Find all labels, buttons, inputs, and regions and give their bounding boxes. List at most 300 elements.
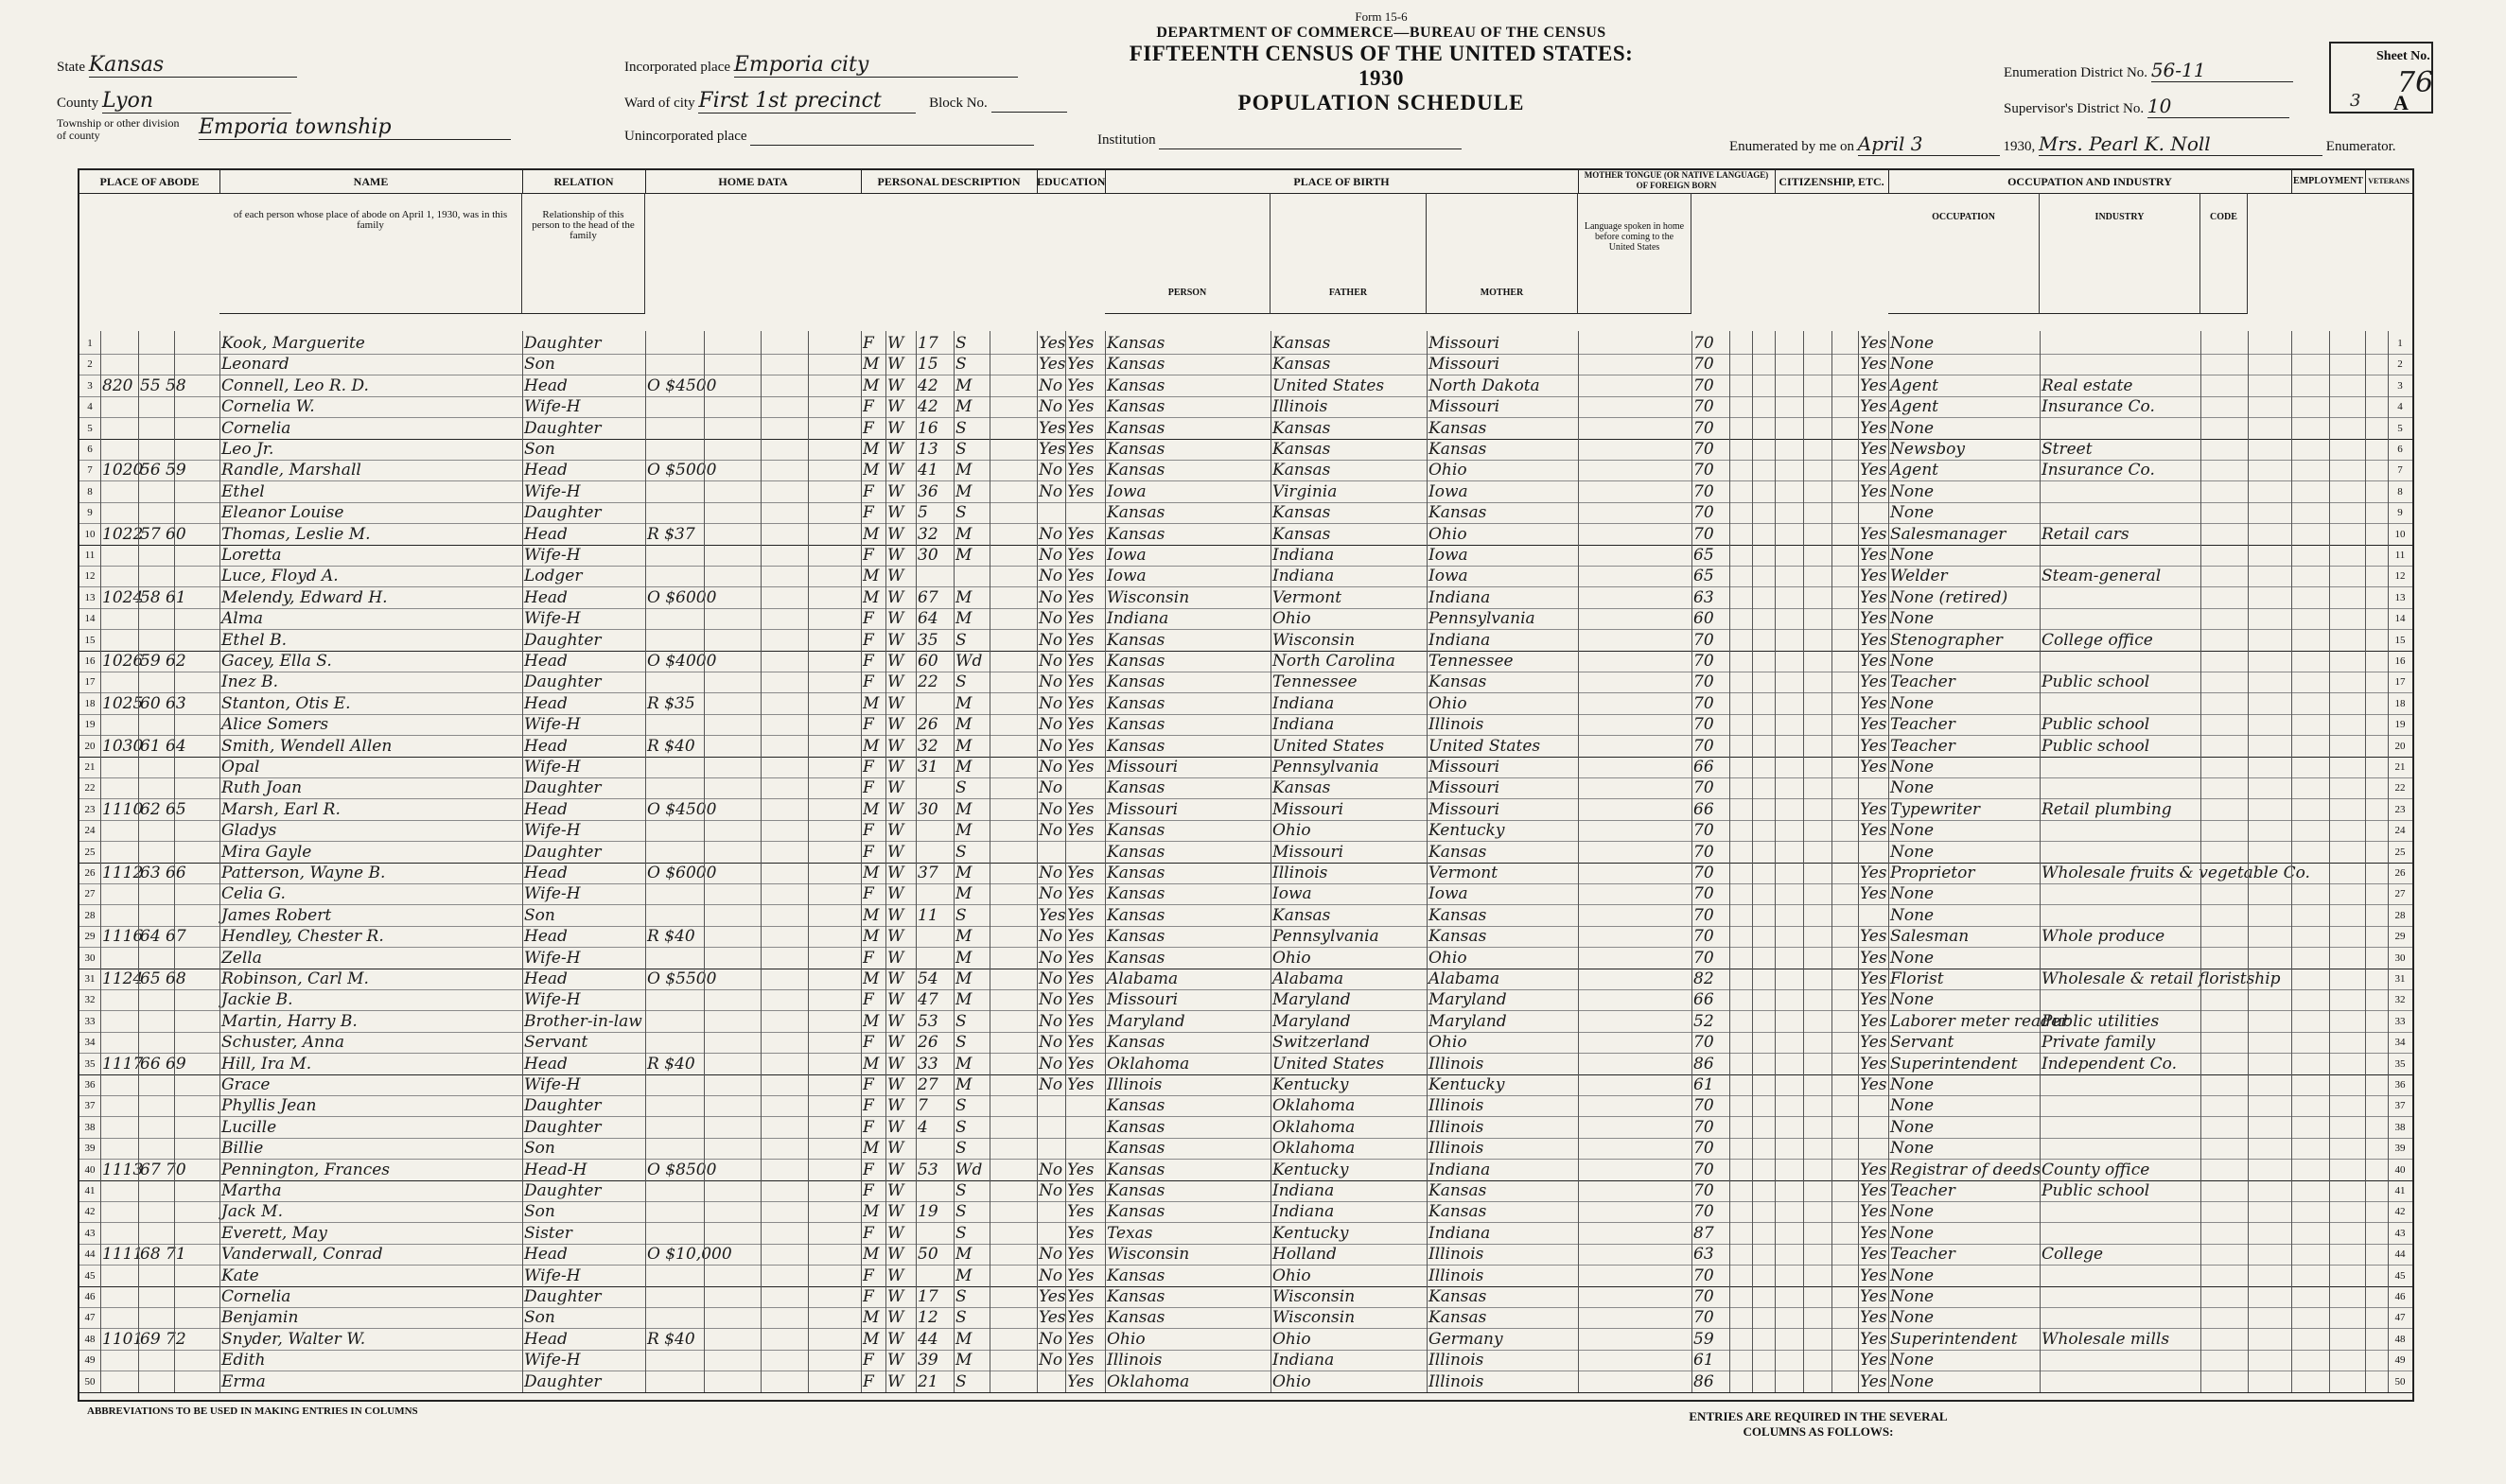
cell-sex: M — [863, 927, 880, 947]
cell-age: 30 — [918, 799, 938, 819]
cell-home — [647, 820, 859, 841]
group-employment: EMPLOYMENT — [2291, 170, 2366, 194]
cell-code: 70 — [1693, 1266, 1714, 1285]
cell-occ: None — [1890, 1287, 1935, 1306]
cell-eng: Yes — [1860, 1245, 1887, 1265]
table-row — [79, 460, 2412, 481]
cell-ind — [2042, 1266, 2199, 1286]
cell-dw — [102, 1201, 136, 1222]
cell-occ: None — [1890, 1202, 1935, 1222]
cell-n: 7 — [87, 464, 93, 477]
cell-sex: F — [863, 1371, 874, 1391]
cell-father: Iowa — [1272, 884, 1312, 904]
cell-rel: Son — [524, 1308, 555, 1328]
cell-home — [647, 1201, 859, 1222]
cell-eng: Yes — [1860, 927, 1887, 947]
cell-sch — [1039, 1201, 1063, 1222]
cell-sex: F — [863, 842, 874, 862]
cell-name: Patterson, Wayne B. — [221, 864, 386, 882]
cell-race: W — [887, 1266, 904, 1285]
cell-dw — [102, 1223, 136, 1244]
cell-occ: None — [1890, 1351, 1935, 1371]
cell-rel: Head — [524, 1054, 568, 1074]
cell-n: 28 — [84, 909, 96, 921]
cell-name: Everett, May — [221, 1223, 327, 1243]
cell-code: 70 — [1693, 842, 1714, 862]
cell-ms: M — [955, 990, 973, 1010]
cell-home — [647, 714, 859, 735]
enumerated-line: Enumerated by me on April 3 1930, Mrs. Pearl K. Noll Enumerator. — [1729, 132, 2396, 155]
cell-fam — [140, 757, 218, 777]
cell-mother: Missouri — [1428, 334, 1500, 353]
group-name: NAME — [219, 170, 523, 194]
cell-ms: S — [955, 842, 967, 862]
cell-n: 5 — [87, 422, 93, 434]
cell-dw — [102, 948, 136, 969]
cell-eng: Yes — [1860, 715, 1887, 735]
cell-lit: Yes — [1067, 1308, 1095, 1328]
cell-name: Mira Gayle — [221, 842, 312, 862]
cell-home — [647, 630, 859, 651]
cell-code: 70 — [1693, 693, 1714, 713]
cell-eng: Yes — [1860, 1351, 1887, 1371]
cell-age: 21 — [918, 1371, 938, 1391]
cell-sch: No — [1039, 884, 1063, 904]
cell-dw — [102, 1074, 136, 1095]
cell-code: 70 — [1693, 418, 1714, 438]
table-row — [79, 1201, 2412, 1223]
cell-dw — [102, 1371, 136, 1392]
cell-ind: Public school — [2042, 672, 2150, 692]
cell-father: Pennsylvania — [1272, 758, 1379, 777]
cell-lit: Yes — [1067, 630, 1095, 650]
cell-dw — [102, 1095, 136, 1116]
cell-lit: Yes — [1067, 440, 1095, 459]
table-row — [79, 948, 2412, 969]
cell-birth: Kansas — [1107, 1160, 1165, 1179]
cell-race: W — [887, 609, 904, 629]
cell-birth: Kansas — [1107, 1266, 1165, 1285]
cell-sex: F — [863, 1096, 874, 1116]
cell-occ: None — [1890, 1117, 1935, 1137]
cell-fam — [140, 820, 218, 841]
cell-dw — [102, 439, 136, 460]
cell-sch: No — [1039, 778, 1063, 798]
mother-col-header: MOTHER — [1427, 193, 1578, 314]
line-number-right: 32 — [2394, 994, 2406, 1006]
cell-eng: Yes — [1860, 461, 1887, 480]
cell-mother: Missouri — [1428, 397, 1500, 417]
cell-age: 42 — [918, 375, 938, 395]
cell-rel: Servant — [524, 1033, 588, 1053]
cell-birth: Kansas — [1107, 630, 1165, 650]
table-row — [79, 1160, 2412, 1181]
cell-occ: None — [1890, 1075, 1935, 1094]
cell-sch: Yes — [1039, 355, 1066, 375]
cell-occ: None — [1890, 355, 1935, 375]
cell-ms: Wd — [955, 1160, 983, 1179]
cell-age: 35 — [918, 630, 938, 650]
cell-age: 16 — [918, 418, 938, 438]
cell-mother: Illinois — [1428, 715, 1484, 735]
cell-ms: M — [955, 481, 973, 501]
cell-ind — [2042, 502, 2199, 523]
cell-occ: Servant — [1890, 1033, 1954, 1053]
cell-occ: Laborer meter reader — [1890, 1011, 2069, 1031]
cell-birth: Kansas — [1107, 905, 1165, 925]
cell-sex: M — [863, 864, 880, 882]
relation-col-header: Relationship of this person to the head of the family — [522, 193, 645, 314]
cell-occ: None — [1890, 758, 1935, 777]
cell-sex: F — [863, 652, 874, 671]
cell-code: 63 — [1693, 1245, 1714, 1265]
cell-home: R $35 — [647, 693, 695, 713]
person-col-header: PERSON — [1105, 193, 1271, 314]
cell-age: 12 — [918, 1308, 938, 1328]
cell-sch: No — [1039, 1266, 1063, 1285]
cell-dw: 1022 — [102, 524, 144, 544]
cell-fam — [140, 439, 218, 460]
cell-dw — [102, 1266, 136, 1286]
cell-name: Opal — [221, 758, 260, 777]
cell-fam — [140, 1223, 218, 1244]
cell-father: United States — [1272, 375, 1385, 395]
cell-ms: S — [955, 905, 967, 925]
cell-n: 32 — [84, 994, 96, 1006]
table-row — [79, 439, 2412, 461]
cell-sch: No — [1039, 693, 1063, 713]
township-label: Township or other division of county — [57, 116, 180, 142]
cell-n: 26 — [84, 867, 96, 879]
cell-home: R $40 — [647, 736, 695, 756]
cell-mother: Ohio — [1428, 948, 1467, 968]
cell-sex: F — [863, 1287, 874, 1306]
cell-sex: F — [863, 1075, 874, 1094]
cell-code: 70 — [1693, 736, 1714, 756]
line-number-right: 10 — [2394, 528, 2406, 540]
cell-sex: F — [863, 546, 874, 565]
cell-sex: F — [863, 1160, 874, 1179]
cell-name: Stanton, Otis E. — [221, 693, 351, 713]
cell-father: Switzerland — [1272, 1033, 1371, 1053]
cell-n: 34 — [84, 1037, 96, 1049]
cell-eng: Yes — [1860, 334, 1887, 353]
cell-father: Kentucky — [1272, 1075, 1349, 1094]
cell-race: W — [887, 652, 904, 671]
cell-mother: Illinois — [1428, 1139, 1484, 1159]
cell-father: Kansas — [1272, 524, 1331, 544]
cell-race: W — [887, 418, 904, 438]
cell-fam — [140, 1350, 218, 1371]
cell-rel: Daughter — [524, 418, 602, 438]
group-place-of-abode: PLACE OF ABODE — [79, 170, 220, 194]
cell-sex: M — [863, 524, 880, 544]
cell-race: W — [887, 758, 904, 777]
cell-dw: 1113 — [102, 1160, 144, 1179]
cell-eng: Yes — [1860, 990, 1887, 1010]
cell-ms: M — [955, 948, 973, 968]
cell-name: Cornelia — [221, 1287, 291, 1306]
cell-ind — [2042, 545, 2199, 566]
unincorporated-label: Unincorporated place — [624, 129, 1034, 146]
cell-birth: Indiana — [1107, 609, 1169, 629]
table-row — [79, 1032, 2412, 1054]
cell-ind: Public school — [2042, 715, 2150, 735]
cell-name: Luce, Floyd A. — [221, 567, 339, 586]
cell-race: W — [887, 440, 904, 459]
cell-n: 39 — [84, 1143, 96, 1155]
cell-n: 3 — [87, 379, 93, 392]
cell-home — [647, 396, 859, 417]
cell-ms: M — [955, 587, 973, 607]
cell-lit: Yes — [1067, 715, 1095, 735]
cell-eng: Yes — [1860, 652, 1887, 671]
cell-fam — [140, 883, 218, 904]
cell-birth: Kansas — [1107, 1139, 1165, 1159]
cell-code: 70 — [1693, 481, 1714, 501]
cell-dw: 1020 — [102, 461, 144, 480]
table-row — [79, 1095, 2412, 1117]
cell-n: 19 — [84, 719, 96, 731]
cell-n: 45 — [84, 1269, 96, 1282]
cell-mother: Kentucky — [1428, 821, 1505, 841]
cell-age: 53 — [918, 1160, 938, 1179]
cell-fam — [140, 1117, 218, 1138]
cell-occ: None — [1890, 905, 1935, 925]
cell-code: 70 — [1693, 884, 1714, 904]
table-row — [79, 566, 2412, 587]
line-number-right: 28 — [2394, 909, 2406, 921]
cell-eng: Yes — [1860, 1075, 1887, 1094]
cell-mother: Kansas — [1428, 503, 1487, 523]
cell-n: 43 — [84, 1227, 96, 1239]
cell-ms: M — [955, 461, 973, 480]
cell-occ: Florist — [1890, 969, 1944, 988]
cell-sch: No — [1039, 990, 1063, 1010]
cell-sch: No — [1039, 397, 1063, 417]
cell-race: W — [887, 334, 904, 353]
cell-race: W — [887, 927, 904, 947]
line-number-right: 47 — [2394, 1312, 2406, 1324]
cell-ind: Insurance Co. — [2042, 397, 2155, 417]
cell-sch: No — [1039, 630, 1063, 650]
cell-ind — [2042, 1371, 2199, 1392]
cell-ind — [2042, 587, 2199, 608]
table-row — [79, 1054, 2412, 1075]
cell-sch: No — [1039, 546, 1063, 565]
cell-lit — [1067, 842, 1103, 863]
cell-occ: None — [1890, 481, 1935, 501]
cell-occ: None — [1890, 334, 1935, 353]
institution-value — [1159, 132, 1462, 149]
column-rule — [1752, 331, 1753, 1392]
cell-sch: No — [1039, 1329, 1063, 1349]
cell-ms: M — [955, 1351, 973, 1371]
column-rule — [2388, 331, 2389, 1392]
cell-fam — [140, 1074, 218, 1095]
line-number-right: 31 — [2394, 973, 2406, 985]
cell-fam — [140, 1011, 218, 1032]
sheet-letter: A — [2393, 91, 2409, 114]
table-row — [79, 863, 2412, 884]
cell-race: W — [887, 905, 904, 925]
cell-sex: M — [863, 1139, 880, 1159]
cell-sex: F — [863, 397, 874, 417]
table-row — [79, 820, 2412, 842]
cell-father: Kentucky — [1272, 1160, 1349, 1179]
cell-mother: Iowa — [1428, 546, 1468, 565]
cell-fam: 64 67 — [140, 927, 186, 947]
cell-name: Melendy, Edward H. — [221, 587, 388, 607]
table-row — [79, 1329, 2412, 1351]
cell-sex: F — [863, 334, 874, 353]
line-number-right: 44 — [2394, 1248, 2406, 1261]
cell-lit: Yes — [1067, 821, 1095, 841]
cell-age: 17 — [918, 1287, 938, 1306]
table-row — [79, 672, 2412, 693]
cell-code: 70 — [1693, 1139, 1714, 1159]
cell-race: W — [887, 1011, 904, 1031]
cell-home: O $4500 — [647, 799, 717, 819]
cell-race: W — [887, 1075, 904, 1094]
cell-birth: Kansas — [1107, 652, 1165, 671]
cell-ind — [2042, 1350, 2199, 1371]
line-number-right: 42 — [2394, 1206, 2406, 1218]
cell-name: Schuster, Anna — [221, 1033, 345, 1053]
form-number: Form 15-6 — [1355, 9, 1408, 24]
table-row — [79, 883, 2412, 905]
cell-n: 42 — [84, 1206, 96, 1218]
cell-fam — [140, 1266, 218, 1286]
cell-mother: Kansas — [1428, 418, 1487, 438]
cell-dw — [102, 989, 136, 1010]
cell-lit: Yes — [1067, 587, 1095, 607]
cell-n: 12 — [84, 570, 96, 583]
cell-code: 66 — [1693, 990, 1714, 1010]
cell-occ: Salesman — [1890, 927, 1970, 947]
cell-name: Edith — [221, 1351, 266, 1371]
cell-occ: Teacher — [1890, 715, 1955, 735]
cell-dw — [102, 1286, 136, 1307]
cell-lit: Yes — [1067, 609, 1095, 629]
cell-lit — [1067, 1117, 1103, 1138]
cell-name: Martha — [221, 1181, 282, 1200]
cell-dw — [102, 608, 136, 629]
cell-lit — [1067, 1138, 1103, 1159]
cell-occ: None — [1890, 609, 1935, 629]
cell-age: 53 — [918, 1011, 938, 1031]
cell-age — [918, 693, 952, 714]
cell-lit: Yes — [1067, 758, 1095, 777]
cell-father: Maryland — [1272, 990, 1351, 1010]
cell-n: 23 — [84, 803, 96, 815]
cell-sex: M — [863, 799, 880, 819]
cell-fam — [140, 566, 218, 586]
cell-ms: S — [955, 1117, 967, 1137]
cell-fam — [140, 608, 218, 629]
cell-father: Indiana — [1272, 546, 1335, 565]
cell-sch: Yes — [1039, 905, 1066, 925]
group-personal: PERSONAL DESCRIPTION — [861, 170, 1038, 194]
table-row — [79, 333, 2412, 355]
column-rule — [1427, 331, 1428, 1392]
cell-name: Jack M. — [221, 1202, 283, 1222]
cell-dw — [102, 777, 136, 798]
cell-name: Hill, Ira M. — [221, 1054, 312, 1074]
cell-home — [647, 1286, 859, 1307]
cell-rel: Daughter — [524, 1287, 602, 1306]
cell-mother: Ohio — [1428, 524, 1467, 544]
cell-sch: Yes — [1039, 418, 1066, 438]
cell-name: Thomas, Leslie M. — [221, 524, 371, 544]
cell-mother: Kansas — [1428, 440, 1487, 459]
column-rule — [1065, 331, 1066, 1392]
cell-rel: Brother-in-law — [524, 1011, 642, 1031]
cell-occ: Superintendent — [1890, 1054, 2018, 1074]
county-value: Lyon — [102, 89, 291, 113]
cell-age: 37 — [918, 864, 938, 882]
cell-race: W — [887, 884, 904, 904]
cell-rel: Head — [524, 587, 568, 607]
cell-age: 11 — [918, 905, 938, 925]
cell-lit: Yes — [1067, 864, 1095, 882]
cell-fam — [140, 1371, 218, 1392]
cell-father: Illinois — [1272, 864, 1328, 882]
cell-ms: S — [955, 440, 967, 459]
cell-n: 16 — [84, 655, 96, 667]
cell-dw: 1026 — [102, 652, 144, 671]
cell-lit: Yes — [1067, 990, 1095, 1010]
table-row — [79, 926, 2412, 948]
cell-home — [647, 1266, 859, 1286]
cell-race: W — [887, 1202, 904, 1222]
cell-sch: Yes — [1039, 1287, 1066, 1306]
cell-fam: 57 60 — [140, 524, 186, 544]
cell-n: 6 — [87, 444, 93, 455]
ward-label: Ward of city First 1st precinct Block No. — [624, 89, 1067, 113]
cell-sch — [1039, 1223, 1063, 1244]
table-row — [79, 1307, 2412, 1329]
cell-eng: Yes — [1860, 397, 1887, 417]
cell-birth: Kansas — [1107, 355, 1165, 375]
cell-age: 15 — [918, 355, 938, 375]
cell-rel: Daughter — [524, 1117, 602, 1137]
census-title: FIFTEENTH CENSUS OF THE UNITED STATES: 1930 — [1129, 42, 1634, 90]
cell-ms: M — [955, 969, 973, 988]
cell-ms: M — [955, 524, 973, 544]
cell-dw — [102, 757, 136, 777]
cell-occ: None — [1890, 1096, 1935, 1116]
cell-name: Inez B. — [221, 672, 278, 692]
line-number-right: 26 — [2394, 867, 2406, 879]
abbreviations-title: ABBREVIATIONS TO BE USED IN MAKING ENTRIES IN COLUMNS — [87, 1405, 418, 1417]
cell-birth: Kansas — [1107, 864, 1165, 882]
cell-birth: Kansas — [1107, 778, 1165, 798]
cell-name: James Robert — [221, 905, 332, 925]
cell-home: O $4000 — [647, 652, 717, 671]
cell-ms — [955, 566, 988, 586]
cell-father: Indiana — [1272, 567, 1335, 586]
cell-lit: Yes — [1067, 418, 1095, 438]
line-number-right: 23 — [2394, 803, 2406, 815]
cell-ms: S — [955, 334, 967, 353]
cell-dw — [102, 1180, 136, 1201]
cell-rel: Son — [524, 440, 555, 459]
cell-code: 70 — [1693, 334, 1714, 353]
cell-lit: Yes — [1067, 461, 1095, 480]
cell-code: 60 — [1693, 609, 1714, 629]
cell-code: 70 — [1693, 715, 1714, 735]
